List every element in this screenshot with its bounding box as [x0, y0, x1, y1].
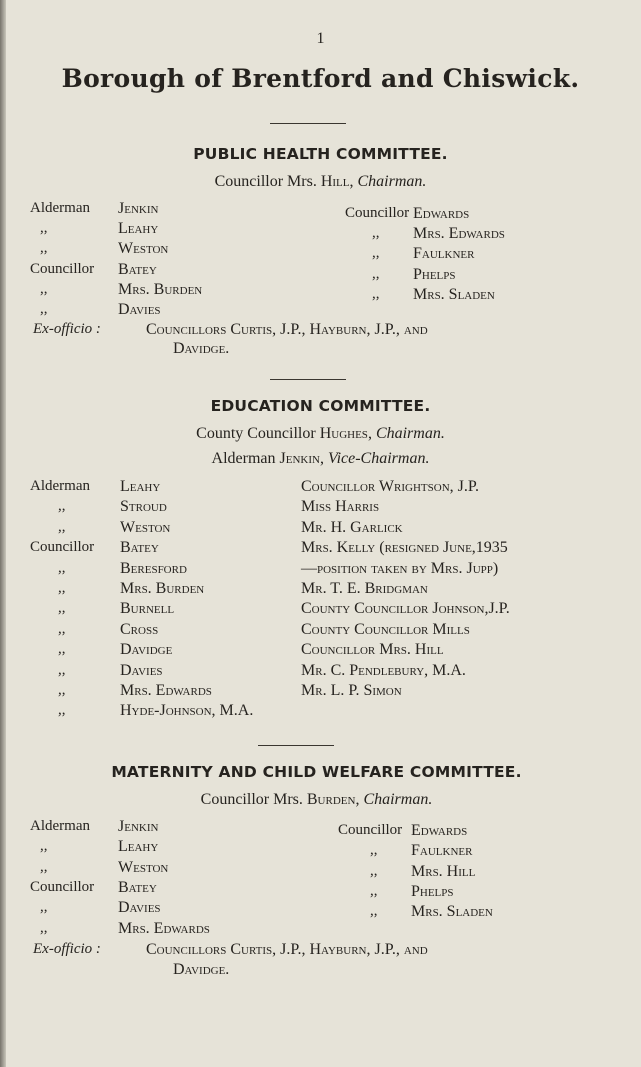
member-name: Batey: [118, 878, 157, 896]
member-name: Leahy: [120, 478, 161, 495]
member-prefix: ,,: [40, 838, 48, 855]
public-health-exofficio-line2: Davidge.: [173, 340, 230, 357]
member-name: Hyde-Johnson, M.A.: [120, 702, 254, 720]
member-prefix: Councillor: [30, 878, 95, 895]
public-health-chairman: Councillor Mrs. Hill, Chairman.: [214, 173, 427, 190]
member-line: Councillor Mrs. Hill: [301, 641, 444, 659]
member-name: Davidge: [120, 641, 173, 659]
member-prefix: Alderman: [30, 478, 90, 494]
member-prefix: ,,: [58, 682, 66, 698]
document-title: Borough of Brentford and Chiswick.: [61, 64, 580, 93]
member-prefix: ,,: [370, 842, 378, 859]
member-prefix: ,,: [372, 265, 380, 282]
member-line: Miss Harris: [301, 498, 380, 516]
member-line: County Councillor Johnson,J.P.: [301, 600, 510, 618]
member-prefix: ,,: [58, 702, 66, 719]
member-prefix: Councillor: [338, 822, 403, 838]
public-health-exofficio-label: Ex-officio :: [33, 321, 101, 337]
member-prefix: ,,: [372, 245, 380, 262]
member-line: Mrs. Kelly (resigned June,1935: [301, 539, 508, 557]
member-prefix: ,,: [40, 280, 48, 297]
member-prefix: ,,: [40, 858, 48, 875]
member-name: Mrs. Hill: [411, 862, 476, 880]
member-prefix: ,,: [58, 661, 66, 678]
member-prefix: ,,: [370, 862, 378, 879]
member-prefix: Councillor: [30, 539, 95, 556]
member-name: Stroud: [120, 498, 167, 516]
member-name: Weston: [118, 858, 169, 876]
member-name: Leahy: [118, 220, 159, 238]
member-prefix: ,,: [40, 240, 48, 257]
divider: [270, 123, 346, 124]
maternity-heading: MATERNITY AND CHILD WELFARE COMMITTEE.: [111, 763, 522, 781]
page-number: 1: [316, 30, 325, 47]
member-name: Cross: [120, 620, 159, 638]
member-name: Mrs. Burden: [120, 580, 205, 597]
member-prefix: ,,: [58, 641, 66, 658]
member-prefix: ,,: [372, 225, 380, 242]
public-health-heading: PUBLIC HEALTH COMMITTEE.: [193, 145, 448, 163]
member-prefix: ,,: [58, 518, 66, 535]
member-line: Councillor Wrightson, J.P.: [301, 478, 479, 495]
member-name: Leahy: [118, 838, 159, 856]
member-name: Mrs. Sladen: [413, 285, 495, 303]
maternity-exofficio-label: Ex-officio :: [33, 941, 101, 957]
member-prefix: ,,: [372, 285, 380, 302]
member-line: Mr. T. E. Bridgman: [301, 580, 428, 597]
member-name: Mrs. Burden: [118, 280, 203, 298]
maternity-exofficio-line1: Councillors Curtis, J.P., Hayburn, J.P., and: [146, 941, 428, 958]
member-line: Mr. L. P. Simon: [301, 682, 402, 699]
maternity-chairman: Councillor Mrs. Burden, Chairman.: [200, 791, 433, 808]
member-name: Weston: [120, 518, 171, 536]
member-prefix: Councillor: [345, 205, 410, 221]
member-prefix: ,,: [370, 882, 378, 899]
public-health-exofficio-line1: Councillors Curtis, J.P., Hayburn, J.P., and: [146, 321, 428, 338]
member-name: Mrs. Sladen: [411, 903, 493, 921]
member-name: Davies: [118, 301, 161, 318]
member-line: Mr. C. Pendlebury, M.A.: [301, 661, 466, 679]
member-prefix: ,,: [40, 301, 48, 317]
member-name: Batey: [118, 260, 157, 278]
member-name: Beresford: [120, 559, 187, 577]
member-name: Davies: [118, 899, 161, 917]
member-prefix: ,,: [58, 559, 66, 576]
member-name: Phelps: [413, 265, 456, 283]
member-prefix: Alderman: [30, 200, 90, 216]
member-prefix: ,,: [40, 899, 48, 916]
divider: [258, 745, 334, 746]
member-prefix: ,,: [58, 600, 66, 617]
member-prefix: ,,: [40, 919, 48, 936]
member-name: Phelps: [411, 882, 454, 900]
member-name: Jenkin: [118, 818, 159, 835]
member-line: —position taken by Mrs. Jupp): [301, 559, 499, 577]
member-prefix: ,,: [58, 580, 66, 596]
education-vice-chairman: Alderman Jenkin, Vice-Chairman.: [211, 450, 430, 467]
member-name: Davies: [120, 661, 163, 679]
member-prefix: Councillor: [30, 260, 95, 277]
divider: [270, 379, 346, 380]
member-prefix: ,,: [40, 220, 48, 237]
member-name: Batey: [120, 539, 159, 557]
member-line: County Councillor Mills: [301, 620, 470, 638]
member-name: Edwards: [413, 205, 470, 222]
member-name: Mrs. Edwards: [118, 919, 210, 937]
education-heading: EDUCATION COMMITTEE.: [210, 397, 431, 415]
maternity-exofficio-line2: Davidge.: [173, 961, 230, 978]
member-name: Jenkin: [118, 200, 159, 217]
member-name: Mrs. Edwards: [120, 682, 212, 699]
member-name: Faulkner: [411, 842, 473, 860]
member-name: Weston: [118, 240, 169, 258]
education-chairman: County Councillor Hughes, Chairman.: [196, 425, 445, 442]
member-line: Mr. H. Garlick: [301, 518, 403, 536]
member-prefix: ,,: [58, 620, 66, 637]
member-prefix: ,,: [58, 498, 66, 515]
member-name: Burnell: [120, 600, 175, 618]
member-name: Edwards: [411, 822, 468, 839]
member-name: Mrs. Edwards: [413, 225, 505, 243]
member-name: Faulkner: [413, 245, 475, 263]
member-prefix: Alderman: [30, 818, 90, 834]
member-prefix: ,,: [370, 903, 378, 920]
